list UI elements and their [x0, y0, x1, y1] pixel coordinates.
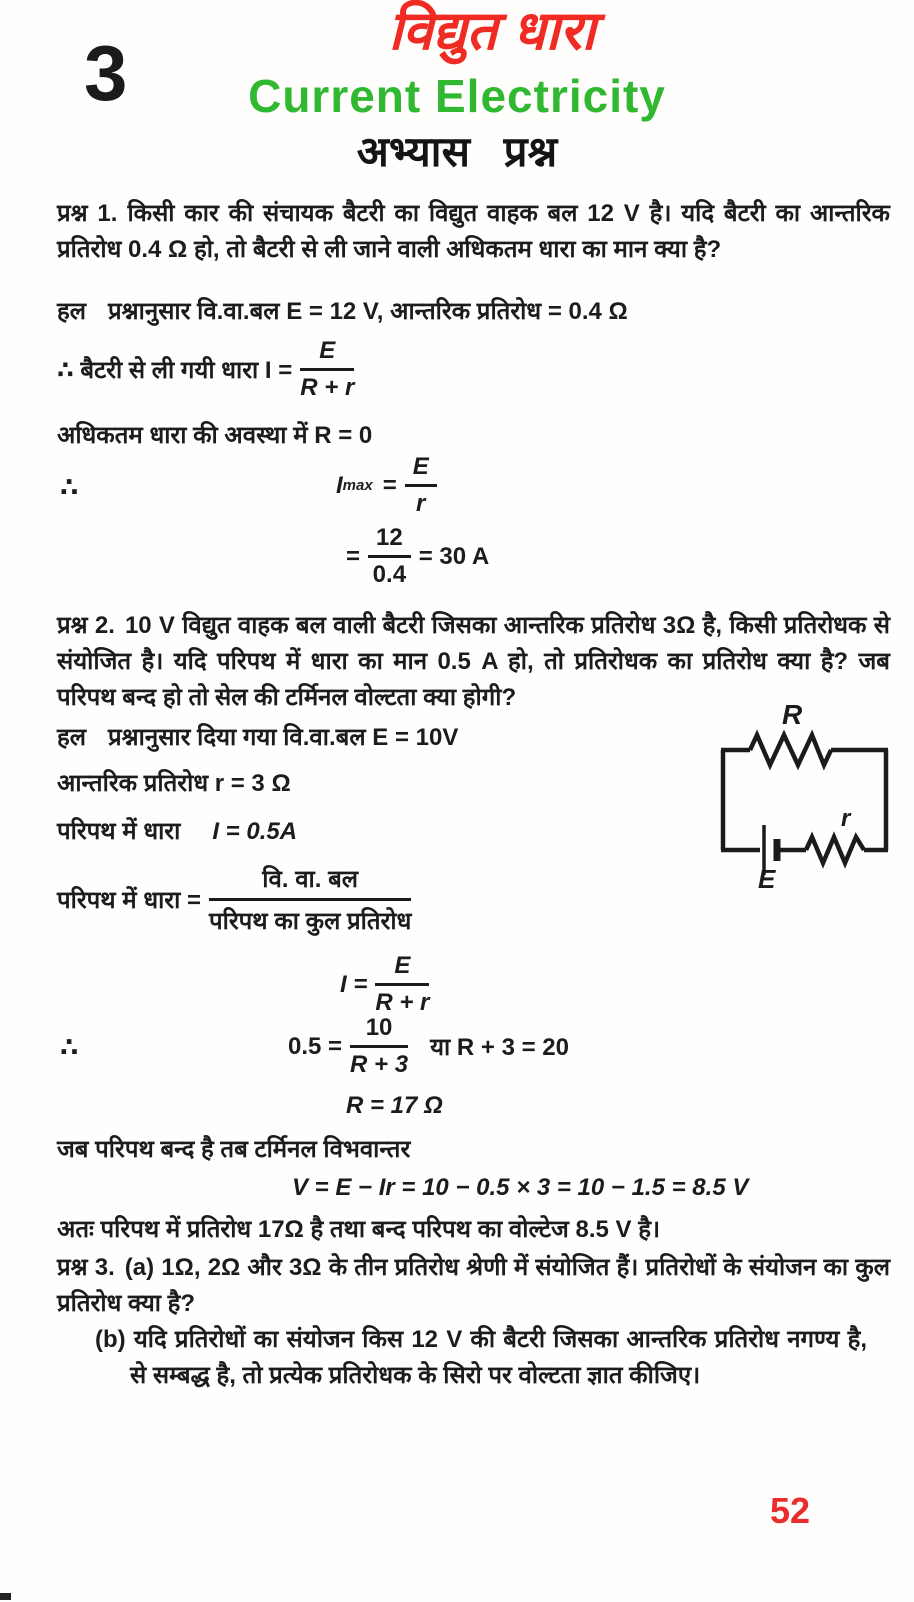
q1-result-value: = 30 A [418, 542, 490, 570]
fraction-denominator: 0.4 [372, 561, 407, 588]
solution-given: प्रश्नानुसार दिया गया वि.वा.बल E = 10V [108, 724, 459, 751]
question-1-label: प्रश्न 1. [57, 200, 118, 227]
question-1-solution-line [57, 296, 628, 328]
fraction [375, 952, 429, 1017]
solution-label: हल [57, 298, 87, 325]
question-1-body: किसी कार की संचायक बैटरी का विद्युत वाहक बल 12 V है। यदि बैटरी का आन्तरिक प्रतिरोध 0.4 Ω हो, तो बैटरी से ली जाने वाली अधिकतम धारा का मान क्या है? [57, 200, 890, 263]
question-3a-text [57, 1250, 890, 1322]
chapter-number: 3 [84, 29, 128, 117]
fraction-denominator: R + r [300, 374, 355, 401]
fraction-denominator: R + 3 [350, 1051, 409, 1078]
q2-resistance-result: R = 17 Ω [346, 1092, 443, 1119]
q2-conclusion: अतः परिपथ में प्रतिरोध 17Ω है तथा बन्द परिपथ का वोल्टेज 8.5 V है। [57, 1216, 661, 1243]
q1-result-formula [346, 524, 489, 589]
q2-equation-lead: 0.5 = [288, 1032, 343, 1060]
equals-sign: = [382, 471, 397, 499]
circuit-diagram [698, 698, 903, 898]
q2-current-value: I = 0.5A [212, 818, 298, 845]
q2-equation-tail: या R + 3 = 20 [430, 1034, 569, 1061]
fraction [350, 1014, 408, 1079]
imax-symbol: I [336, 471, 343, 499]
question-3a-body: (a) 1Ω, 2Ω और 3Ω के तीन प्रतिरोध श्रेणी में संयोजित हैं। प्रतिरोधों के संयोजन का कुल प्रतिरोध क्या है? [57, 1254, 890, 1317]
label-r: r [841, 805, 851, 832]
q1-max-condition: अधिकतम धारा की अवस्था में R = 0 [57, 422, 373, 449]
label-R: R [782, 699, 803, 730]
q2-word-fraction-lead: परिपथ में धारा = [57, 887, 202, 914]
q2-equation [288, 1014, 569, 1079]
chapter-title-hindi: विद्युत धारा [388, 1, 596, 61]
fraction-denominator: R + r [375, 989, 430, 1016]
scan-corner-mark [0, 1593, 11, 1600]
question-2-label: प्रश्न 2. [57, 612, 115, 639]
resistor-r-zigzag [806, 837, 864, 863]
question-3b-body: (b) यदि प्रतिरोधों का संयोजन किस 12 V की बैटरी जिसका आन्तरिक प्रतिरोध नगण्य है, से सम्बद्ध है, तो प्रत्येक प्रतिरोधक के सिरो पर वोल्टता ज्ञात कीजिए। [95, 1326, 867, 1389]
question-1-text [57, 196, 890, 268]
q2-voltage-equation: V = E − Ir = 10 − 0.5 × 3 = 10 − 1.5 = 8.5 V [292, 1174, 749, 1201]
circuit-svg [698, 698, 903, 893]
question-3-label: प्रश्न 3. [57, 1254, 115, 1281]
fraction [300, 337, 354, 402]
q2-current-line [57, 816, 297, 848]
fraction [368, 524, 411, 589]
question-2-body: 10 V विद्युत वाहक बल वाली बैटरी जिसका आन्तरिक प्रतिरोध 3Ω है, किसी प्रतिरोधक से संयोजित है। यदि परिपथ में धारा का मान 0.5 A हो, तो प्रतिरोधक का प्रतिरोध क्या है? जब परिपथ बन्द हो तो सेल की टर्मिनल वोल्टता क्या होगी? [57, 612, 890, 711]
solution-label: हल [57, 724, 87, 751]
q2-word-fraction [57, 862, 419, 937]
q1-current-formula [57, 337, 362, 402]
fraction [209, 862, 411, 937]
fraction-numerator: वि. वा. बल [209, 862, 411, 901]
q2-internal-resistance: आन्तरिक प्रतिरोध r = 3 Ω [57, 770, 291, 797]
resistor-R-zigzag [750, 735, 831, 765]
q2-closed-circuit-line: जब परिपथ बन्द है तब टर्मिनल विभवान्तर [57, 1136, 411, 1163]
label-E: E [758, 864, 776, 893]
q1-formula-lead: ∴ बैटरी से ली गयी धारा I = [57, 357, 293, 384]
fraction-numerator: 10 [350, 1014, 408, 1048]
q2-current-label: परिपथ में धारा [57, 818, 181, 845]
fraction-numerator: E [405, 453, 437, 487]
therefore-symbol: ∴ [60, 472, 79, 502]
q2-current-formula [340, 952, 437, 1017]
imax-subscript: max [342, 477, 373, 494]
fraction-denominator: r [416, 490, 426, 517]
page-number: 52 [770, 1490, 811, 1531]
equals-sign: = [346, 542, 361, 570]
q2-formula-lead: I = [340, 970, 368, 998]
fraction-numerator: E [300, 337, 354, 371]
fraction [405, 453, 437, 518]
fraction-denominator: परिपथ का कुल प्रतिरोध [209, 908, 412, 935]
section-heading: अभ्यास प्रश्न [356, 128, 558, 175]
fraction-numerator: 12 [368, 524, 411, 558]
therefore-symbol: ∴ [60, 1032, 79, 1062]
chapter-title-english: Current Electricity [248, 70, 666, 122]
q1-imax-formula [336, 453, 445, 518]
question-3b-text [95, 1322, 867, 1394]
solution-given: प्रश्नानुसार वि.वा.बल E = 12 V, आन्तरिक प्रतिरोध = 0.4 Ω [108, 298, 628, 325]
fraction-numerator: E [375, 952, 429, 986]
question-2-solution-line [57, 722, 458, 754]
